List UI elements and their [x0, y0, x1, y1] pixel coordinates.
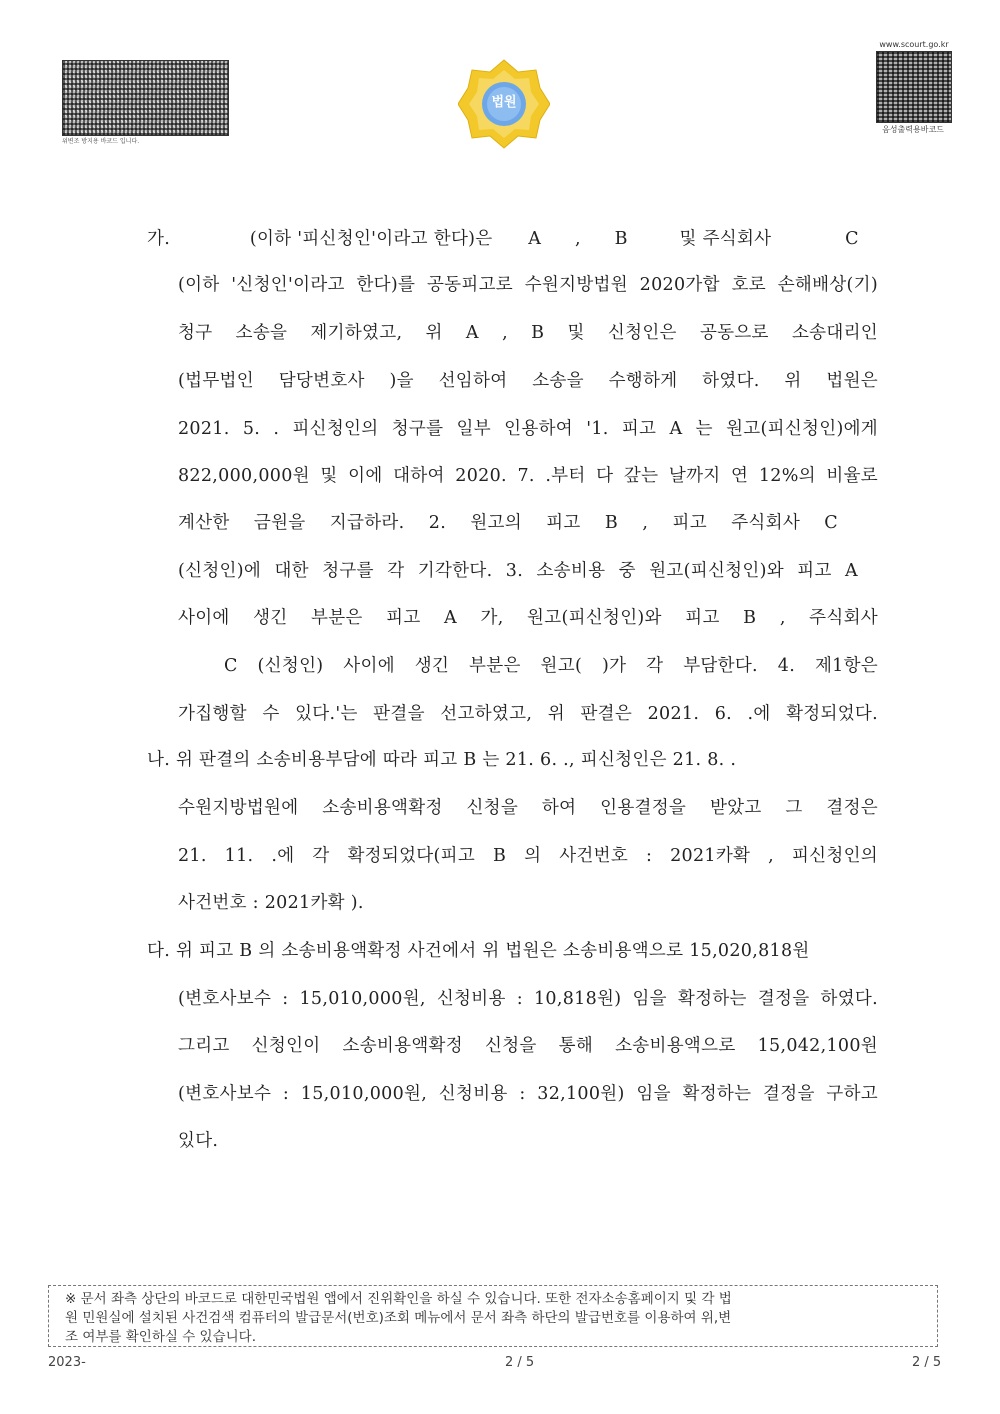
paragraph-da-line-1 [147, 940, 810, 962]
paragraph-na-line-2: 수원지방법원에 소송비용액확정 신청을 하여 인용결정을 받았고 그 결정은 [178, 798, 878, 818]
text-segment: , [574, 229, 581, 249]
paragraph-ga-line-1 [147, 228, 859, 250]
paragraph-na-line-4: 사건번호 : 2021카확 ). [178, 893, 364, 913]
paragraph-ga-line-11: 가집행할 수 있다.'는 판결을 선고하였고, 위 판결은 2021. 6. .에 확정되었다. [178, 704, 878, 724]
item-marker-na: 나. [147, 750, 171, 770]
paragraph-na-line-1 [147, 749, 878, 771]
voice-output-barcode-caption: 음성출력용바코드 [882, 125, 944, 134]
authentication-barcode-caption: 위변조 방지용 바코드 입니다. [62, 138, 140, 145]
paragraph-ga-line-9: 사이에 생긴 부분은 피고 A 가, 원고(피신청인)와 피고 B , 주식회사 [178, 608, 878, 628]
text-segment: (이하 '피신청인'이라고 한다)은 [249, 229, 493, 249]
paragraph-da-line-4: (변호사보수 : 15,010,000원, 신청비용 : 32,100원) 임을 확정하는 결정을 구하고 [178, 1084, 878, 1104]
paragraph-ga-line-5: 2021. 5. . 피신청인의 청구를 일부 인용하여 '1. 피고 A 는 원고(피신청인)에게 [178, 419, 878, 439]
issue-number: 2023- [48, 1355, 86, 1370]
paragraph-da-line-5: 있다. [178, 1131, 219, 1151]
paragraph-da-line-2: (변호사보수 : 15,010,000원, 신청비용 : 10,818원) 임을 확정하는 결정을 하였다. [178, 989, 878, 1009]
paragraph-ga-line-3: 청구 소송을 제기하였고, 위 A , B 및 신청인은 공동으로 소송대리인 [178, 323, 878, 343]
item-marker-da: 다. [147, 941, 171, 961]
notice-line-2: 원 민원실에 설치된 사건검색 컴퓨터의 발급문서(번호)조회 메뉴에서 문서 좌측 하단의 발급번호를 이용하여 위,변 [65, 1310, 732, 1326]
paragraph-ga-line-8: (신청인)에 대한 청구를 각 기각한다. 3. 소송비용 중 원고(피신청인)와 피고 A [178, 561, 858, 581]
text-segment: 위 피고 B 의 소송비용액확정 사건에서 위 법원은 소송비용액으로 15,020,818원 [175, 941, 810, 961]
page-number-center: 2 / 5 [505, 1355, 535, 1370]
paragraph-ga-line-7: 계산한 금원을 지급하라. 2. 원고의 피고 B , 피고 주식회사 C [178, 513, 838, 533]
item-marker-ga: 가. [147, 229, 171, 249]
paragraph-ga-line-4: (법무법인 담당변호사 )을 선임하여 소송을 수행하게 하였다. 위 법원은 [178, 371, 878, 391]
paragraph-ga-line-10: C (신청인) 사이에 생긴 부분은 원고( )가 각 부담한다. 4. 제1항은 [224, 656, 878, 676]
text-segment: 위 판결의 소송비용부담에 따라 피고 B 는 21. 6. ., 피신청인은 21. 8. . [175, 750, 737, 770]
party-b: B [614, 229, 628, 249]
text-segment: 및 주식회사 [679, 229, 772, 249]
paragraph-na-line-3: 21. 11. .에 각 확정되었다(피고 B 의 사건번호 : 2021카확 , 피신청인의 [178, 846, 878, 866]
verification-notice [48, 1285, 938, 1347]
court-website-url: www.scourt.go.kr [879, 40, 949, 49]
paragraph-ga-line-2: (이하 '신청인'이라고 한다)를 공동피고로 수원지방법원 2020가합 호로 손해배상(기) [178, 275, 878, 295]
paragraph-da-line-3: 그리고 신청인이 소송비용액확정 신청을 통해 소송비용액으로 15,042,100원 [178, 1036, 878, 1056]
party-a: A [528, 229, 542, 249]
page-number-right: 2 / 5 [912, 1355, 942, 1370]
notice-line-3: 조 여부를 확인하실 수 있습니다. [65, 1329, 256, 1345]
paragraph-ga-line-6: 822,000,000원 및 이에 대하여 2020. 7. .부터 다 갚는 날까지 연 12%의 비율로 [178, 466, 878, 486]
notice-line-1: ※ 문서 좌측 상단의 바코드로 대한민국법원 앱에서 진위확인을 하실 수 있습니다. 또한 전자소송홈페이지 및 각 법 [65, 1291, 732, 1307]
party-c: C [845, 229, 859, 249]
emblem-label: 법원 [491, 95, 517, 110]
